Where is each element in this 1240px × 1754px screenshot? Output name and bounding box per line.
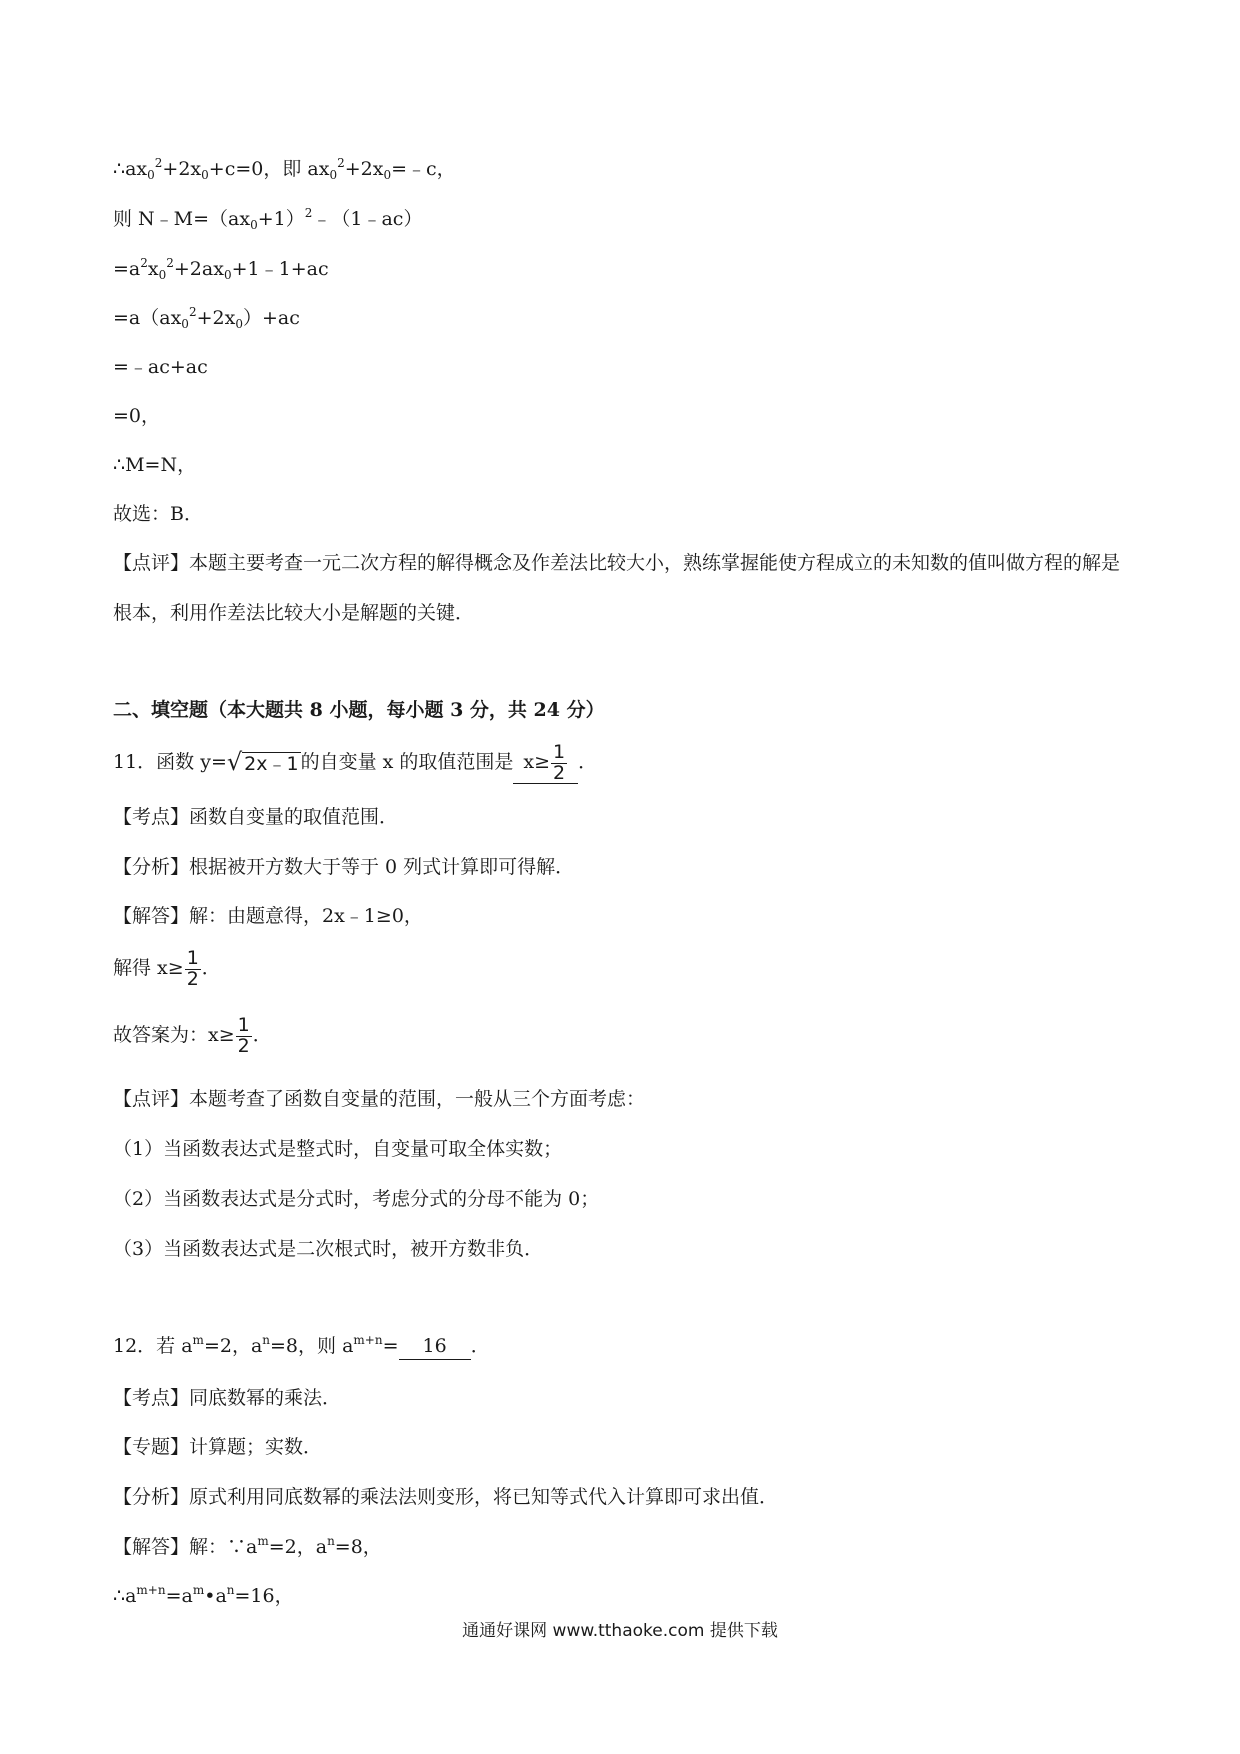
q11-fenxi: 【分析】根据被开方数大于等于 0 列式计算即可得解． — [113, 856, 575, 878]
q11-point-3: （3）当函数表达式是二次根式时，被开方数非负． — [113, 1238, 544, 1260]
derivation-line-5: =﹣ac+ac — [113, 356, 208, 378]
answer-blank-12: 16 — [399, 1333, 471, 1360]
q12-final-line: $\therefore a^{m+n}=a^m•a^n=16$， — [113, 1583, 294, 1607]
q11-point-2: （2）当函数表达式是分式时，考虑分式的分母不能为 0； — [113, 1188, 600, 1210]
q11-dianping: 【点评】本题考查了函数自变量的范围，一般从三个方面考虑： — [113, 1088, 646, 1110]
q11-solution: 解得 x≥ $\frac{1}{2}$ ． — [113, 946, 221, 990]
derivation-line-6: =0， — [113, 405, 161, 427]
q11-point-1: （1）当函数表达式是整式时，自变量可取全体实数； — [113, 1138, 563, 1160]
derivation-line-7: ∴M=N， — [113, 454, 197, 476]
q11-jieda: 【解答】解：由题意得，2x﹣1≥0， — [113, 905, 423, 927]
q12-kaodian: 【考点】同底数幂的乘法． — [113, 1387, 342, 1409]
q12-jieda: 【解答】解：$\because a^m=2$，$a^n=8$， — [113, 1534, 382, 1558]
question-11-stem: 11．函数 y=√ 2x﹣1 的自变量 x 的取值范围是 x≥ $\frac{1}{2}$ ． — [113, 740, 598, 784]
page-footer: 通通好课网 www.tthaoke.com 提供下载 — [462, 1621, 778, 1641]
q12-fenxi: 【分析】原式利用同底数幂的乘法法则变形，将已知等式代入计算即可求出值． — [113, 1486, 779, 1508]
q11-kaodian: 【考点】函数自变量的取值范围． — [113, 806, 399, 828]
derivation-line-2: 则 $N﹣M=(ax_0+1)^2﹣(1﹣ac)$ — [113, 206, 423, 232]
sqrt-expression: √ 2x﹣1 — [226, 748, 299, 776]
section-heading: 二、填空题（本大题共 8 小题，每小题 3 分，共 24 分） — [113, 699, 605, 721]
answer-choice: 故选：B． — [113, 503, 203, 525]
answer-blank-11: x≥ $\frac{1}{2}$ — [513, 742, 578, 784]
q11-answer: 故答案为：x≥ $\frac{1}{2}$ ． — [113, 1013, 272, 1057]
derivation-line-3: $=a^2x_0^2+2ax_0+1﹣1+ac$ — [113, 256, 329, 282]
question-12-stem: 12．若 $a^m=2$，$a^n=8$，则 $a^{m+n}= 16$ ． — [113, 1333, 490, 1360]
derivation-line-1: $\therefore ax_0^2+2x_0+c=0$，即 $ax_0^2+2x_0=﹣c$， — [113, 156, 456, 182]
derivation-line-4: $=a(ax_0^2+2x_0)+ac$ — [113, 305, 300, 331]
q12-zhuanti: 【专题】计算题；实数． — [113, 1436, 323, 1458]
comment-paragraph: 【点评】本题主要考查一元二次方程的解得概念及作差法比较大小，熟练掌握能使方程成立的未知数的值叫做方程的解是根本，利用作差法比较大小是解题的关键． — [113, 552, 1121, 624]
